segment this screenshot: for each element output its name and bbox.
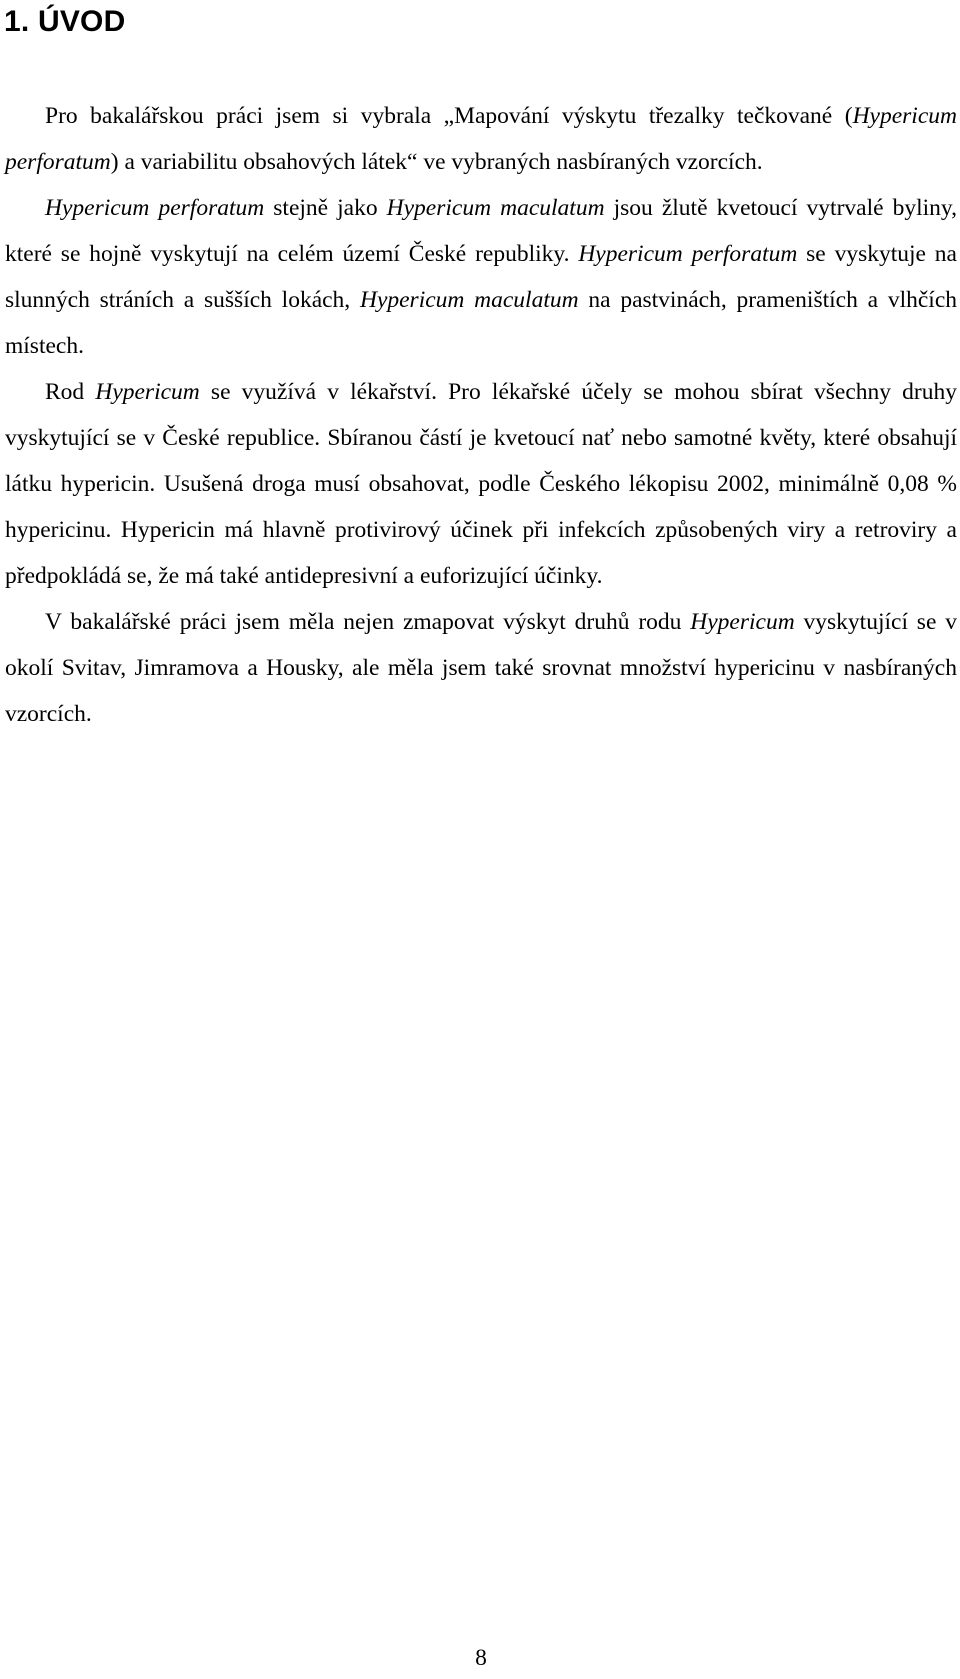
paragraph-goals [5,599,957,737]
text-run: se vyskytuje na slunných stráních a sušších lokách, [5,241,957,313]
text-run: ) a variabilitu obsahových látek“ ve vybraných nasbíraných vzorcích. [110,149,763,175]
italic-text-run: Hypericum [690,609,795,635]
text-run: stejně jako [264,195,387,221]
italic-text-run: Hypericum maculatum [386,195,605,221]
section-heading: 1. ÚVOD [4,5,126,38]
body-text [5,93,957,737]
page-number: 8 [475,1645,487,1671]
italic-text-run: Hypericum perforatum [578,241,798,267]
text-run: se využívá v lékařství. Pro lékařské účely se mohou sbírat všechny druhy vyskytující se v České republice. Sbíranou částí je kvetoucí nať nebo samotné květy, které obsahují látku hypericin. Usušená droga musí obsahovat, podle Českého lékopisu 2002, minimálně 0,08 % hypericinu. Hypericin má hlavně protivirový účinek při infekcích způsobených viry a retroviry a předpokládá se, že má také antidepresivní a euforizující účinky. [5,379,957,589]
italic-text-run: Hypericum maculatum [359,287,579,313]
italic-text-run: Hypericum [95,379,200,405]
paragraph-medicine [5,369,957,599]
text-run: Pro bakalářskou práci jsem si vybrala „Mapování výskytu třezalky tečkované ( [45,103,853,129]
text-run: V bakalářské práci jsem měla nejen zmapovat výskyt druhů rodu [45,609,691,635]
italic-text-run: Hypericum perforatum [5,103,957,175]
text-run: Rod [45,379,96,405]
text-run: jsou žlutě kvetoucí vytrvalé byliny, které se hojně vyskytují na celém území České republiky. [5,195,957,267]
paragraph-intro [5,93,957,185]
text-run: vyskytující se v okolí Svitav, Jimramova a Housky, ale měla jsem také srovnat množství hypericinu v nasbíraných vzorcích. [5,609,957,727]
paragraph-species [5,185,957,369]
italic-text-run: Hypericum perforatum [45,195,265,221]
text-run: na pastvinách, prameništích a vlhčích místech. [5,287,957,359]
